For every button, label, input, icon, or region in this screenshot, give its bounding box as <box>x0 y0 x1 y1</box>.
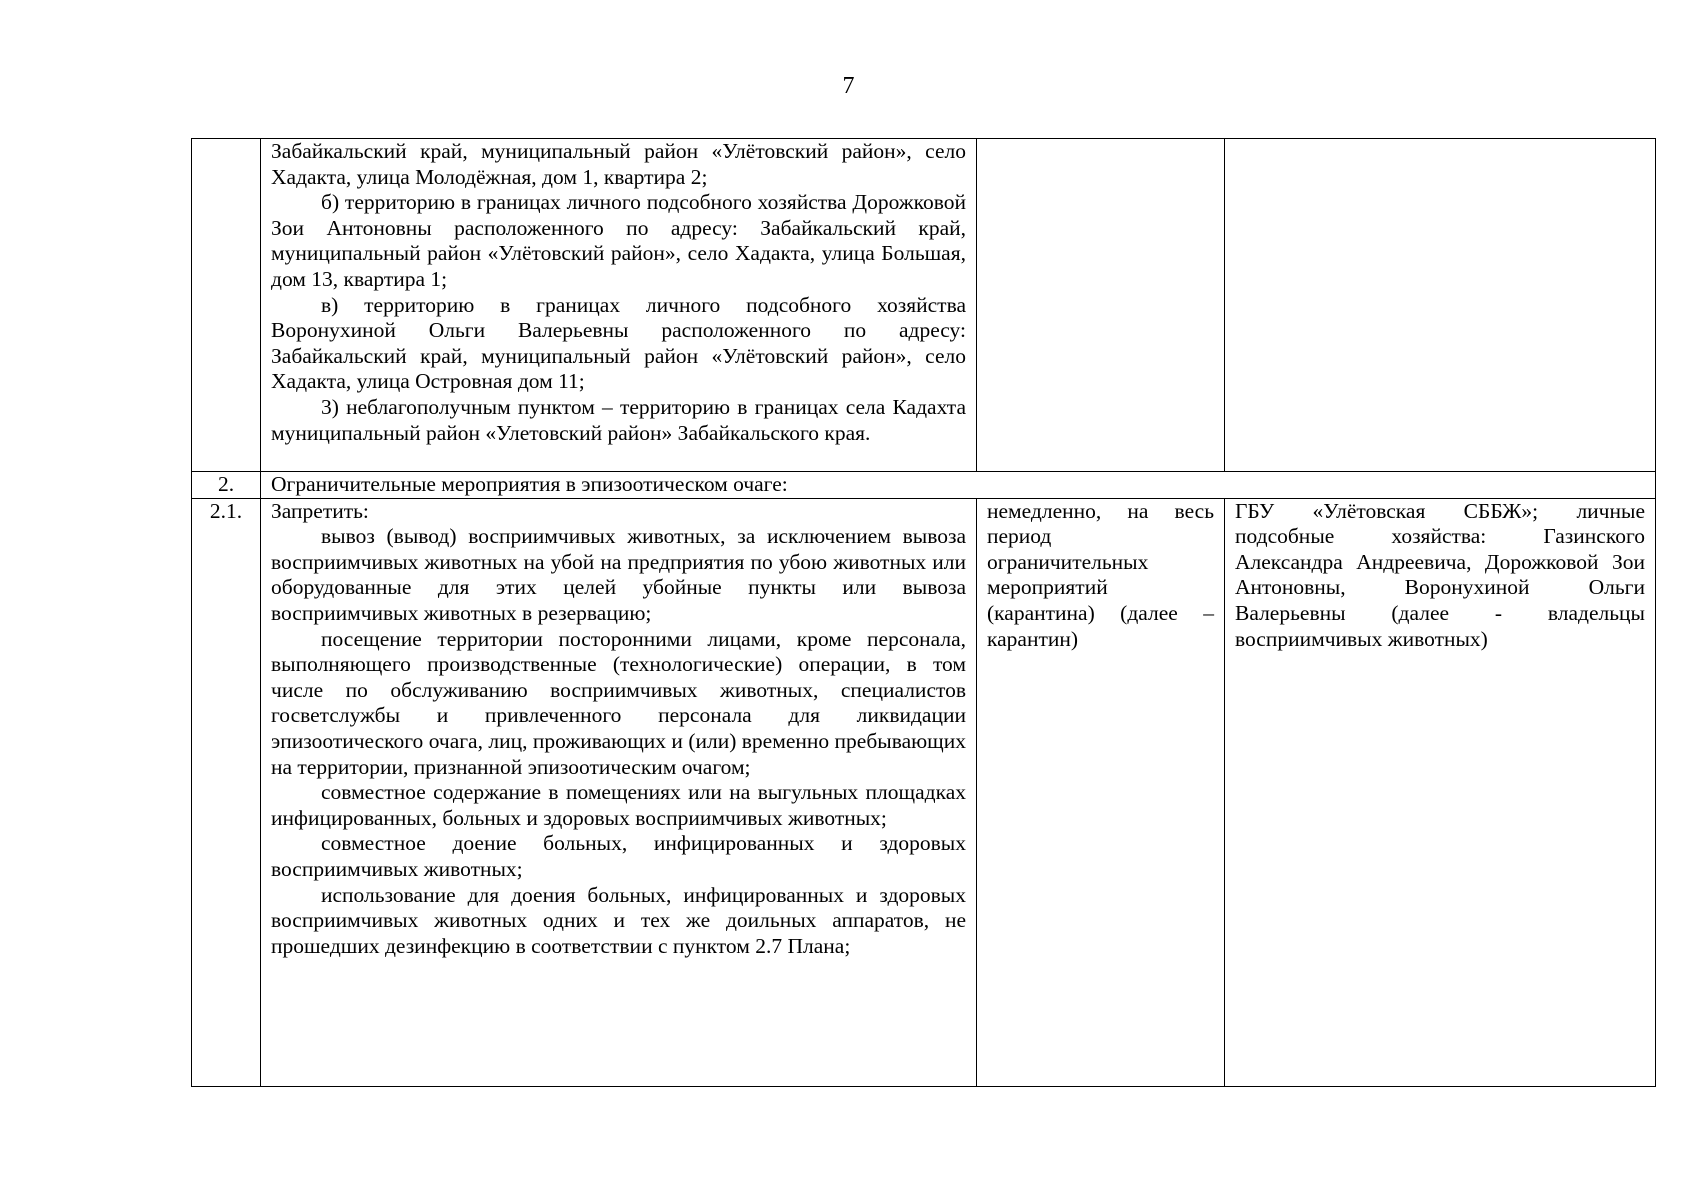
measure-text-cell <box>261 139 977 472</box>
deadline-cell <box>977 139 1225 472</box>
unfavorable-point-item: 3) неблагополучным пунктом – территорию в границах села Кадахта муниципальный район «Улетовский район» Забайкальского края. <box>271 394 966 445</box>
deadline-cell: немедленно, на весь период ограничительных мероприятий (карантина) (далее – карантин) <box>977 498 1225 1086</box>
section-number: 2. <box>192 472 261 499</box>
responsible-cell: ГБУ «Улётовская СББЖ»; личные подсобные хозяйства: Газинского Александра Андреевича, Дорожковой Зои Антоновны, Воронухиной Ольги Валерьевны (далее - владельцы восприимчивых животных) <box>1225 498 1656 1086</box>
table-row-continuation <box>192 139 1656 472</box>
item-number: 2.1. <box>192 498 261 1086</box>
measures-table <box>191 138 1656 1087</box>
prohibition-paragraph: вывоз (вывод) восприимчивых животных, за исключением вывоза восприимчивых животных на убой на предприятия по убою животных или оборудованные для этих целей убойные пункты или вывоза восприимчивых животных в резервацию; <box>271 524 966 625</box>
prohibition-paragraph: совместное содержание в помещениях или на выгульных площадках инфицированных, больных и здоровых восприимчивых животных; <box>271 780 966 830</box>
row-number-cell <box>192 139 261 472</box>
page-number: 7 <box>842 73 855 99</box>
table-row-section <box>192 472 1656 499</box>
territory-item-v: в) территорию в границах личного подсобного хозяйства Воронухиной Ольги Валерьевны расположенного по адресу: Забайкальский край, муниципальный район «Улётовский район», село Хадакта, улица Островная дом 11; <box>271 292 966 394</box>
prohibition-paragraph: использование для доения больных, инфицированных и здоровых восприимчивых животных одних и тех же доильных аппаратов, не прошедших дезинфекцию в соответствии с пунктом 2.7 Плана; <box>271 882 966 958</box>
address-line-a: Забайкальский край, муниципальный район «Улётовский район», село Хадакта, улица Молодёжная, дом 1, квартира 2; <box>271 139 966 189</box>
item-heading: Запретить: <box>271 498 369 523</box>
section-title: Ограничительные мероприятия в эпизоотическом очаге: <box>261 472 1656 499</box>
responsible-cell <box>1225 139 1656 472</box>
prohibition-paragraph: посещение территории посторонними лицами, кроме персонала, выполняющего производственные (технологические) операции, в том числе по обслуживанию восприимчивых животных, специалистов госветслужбы и привлеченного персонала для ликвидации эпизоотического очага, лиц, проживающих и (или) временно пребывающих на территории, признанной эпизоотическим очагом; <box>271 626 966 779</box>
measure-text-cell <box>261 498 977 1086</box>
prohibition-paragraph: совместное доение больных, инфицированных и здоровых восприимчивых животных; <box>271 831 966 881</box>
table-row-item <box>192 498 1656 1086</box>
territory-item-b: б) территорию в границах личного подсобного хозяйства Дорожковой Зои Антоновны расположенного по адресу: Забайкальский край, муниципальный район «Улётовский район», село Хадакта, улица Большая, дом 13, квартира 1; <box>271 190 966 291</box>
